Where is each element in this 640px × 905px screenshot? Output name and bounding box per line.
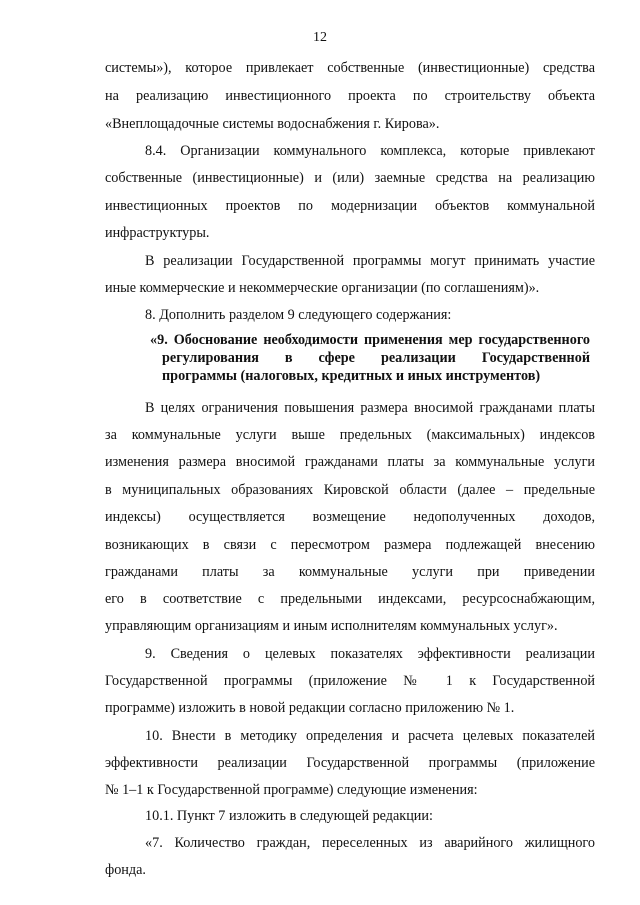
text-line: «7. Количество граждан, переселенных из аварийного жилищного [145, 835, 595, 851]
text-line: за коммунальные услуги выше предельных (максимальных) индексов [105, 427, 595, 443]
text-line: собственные (инвестиционные) и (или) заемные средства на реализацию [105, 170, 595, 186]
text-line: в муниципальных образованиях Кировской области (далее – предельные [105, 482, 595, 498]
text-line: возникающих в связи с пересмотром размера подлежащей внесению [105, 537, 595, 553]
text-line: В целях ограничения повышения размера вносимой гражданами платы [145, 400, 595, 416]
text-line: эффективности реализации Государственной программы (приложение [105, 755, 595, 771]
section-heading-line: «9. Обоснование необходимости применения мер государственного [150, 332, 590, 348]
text-line: гражданами платы за коммунальные услуги при приведении [105, 564, 595, 580]
text-line: 8.4. Организации коммунального комплекса, которые привлекают [145, 143, 595, 159]
text-line: иные коммерческие и некоммерческие организации (по соглашениям)». [105, 280, 540, 296]
text-line: инвестиционных проектов по модернизации объектов коммунальной [105, 198, 595, 214]
text-line: его в соответствие с предельными индексами, ресурсоснабжающим, [105, 591, 595, 607]
text-line: управляющим организациям и иным исполнителям коммунальных услуг». [105, 618, 558, 634]
text-line: на реализацию инвестиционного проекта по строительству объекта [105, 88, 595, 104]
text-line: 8. Дополнить разделом 9 следующего содержания: [145, 307, 452, 323]
text-line: 10.1. Пункт 7 изложить в следующей редакции: [145, 808, 433, 824]
text-line: инфраструктуры. [105, 225, 210, 241]
text-line: Государственной программы (приложение № 1 к Государственной [105, 673, 595, 689]
text-line: фонда. [105, 862, 146, 878]
text-line: индексы) осуществляется возмещение недополученных доходов, [105, 509, 595, 525]
page-number: 12 [313, 30, 327, 45]
text-line: 9. Сведения о целевых показателях эффективности реализации [145, 646, 595, 662]
text-line: программе) изложить в новой редакции согласно приложению № 1. [105, 700, 515, 716]
section-heading-line: программы (налоговых, кредитных и иных инструментов) [162, 368, 541, 384]
section-heading-line: регулирования в сфере реализации Государственной [162, 350, 590, 366]
text-line: В реализации Государственной программы могут принимать участие [145, 253, 595, 269]
text-line: изменения размера вносимой гражданами платы за коммунальные услуги [105, 454, 595, 470]
text-line: 10. Внести в методику определения и расчета целевых показателей [145, 728, 595, 744]
text-line: «Внеплощадочные системы водоснабжения г. Кирова». [105, 116, 440, 132]
text-line: системы»), которое привлекает собственные (инвестиционные) средства [105, 60, 595, 76]
text-line: № 1–1 к Государственной программе) следующие изменения: [105, 782, 478, 798]
